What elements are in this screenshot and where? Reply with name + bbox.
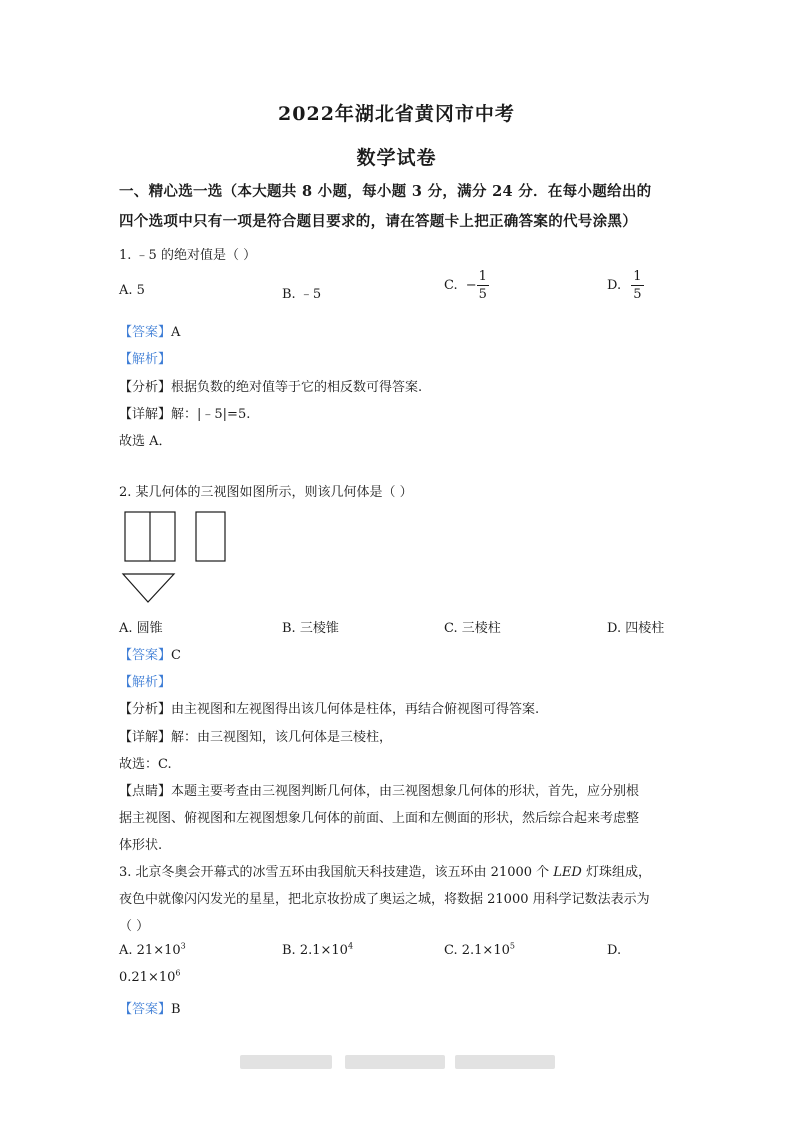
q1-answer-value: A [171,325,181,340]
q2-dianjing-tag: 【点睛】 [119,784,172,799]
q3-option-c-text: C. 2.1×10 [444,943,510,958]
q2-fenxi-text: 由主视图和左视图得出该几何体是柱体，再结合俯视图可得答案. [171,702,540,717]
q3-answer [119,998,181,1017]
q2-xiangjie-text: 解：由三视图知，该几何体是三棱柱， [171,730,393,745]
q1-option-c [444,270,489,301]
q1-fenxi-text: 根据负数的绝对值等于它的相反数可得答案. [171,380,423,395]
q2-answer-value: C [171,648,181,663]
q1-fenxi [119,376,422,395]
q3-option-c [444,943,515,958]
q1-xiangjie [119,403,250,422]
q2-stem: 2. 某几何体的三视图如图所示，则该几何体是（ ） [119,485,413,500]
q3-option-d [119,970,180,985]
q2-xiangjie-tag: 【详解】 [119,730,172,745]
q1-option-d-label: D. [607,278,622,293]
exam-subtitle: 数学试卷 [356,147,437,169]
q1-option-c-label: C. [444,278,458,293]
q1-option-c-numerator: 1 [478,269,487,284]
q1-fenxi-tag: 【分析】 [119,380,172,395]
q2-answer [119,644,181,663]
q2-analysis-label: 【解析】 [119,675,172,690]
q3-option-b-text: B. 2.1×10 [282,943,348,958]
q1-xiangjie-tag: 【详解】 [119,407,172,422]
section-heading-line1: 一、精心选一选（本大题共 8 小题，每小题 3 分，满分 24 分．在每小题给出的 [119,183,652,200]
q1-answer-tag: 【答案】 [119,325,172,340]
q2-option-c: C. 三棱柱 [444,621,501,636]
footer-watermark-blur-3 [455,1055,555,1069]
q2-conclusion: 故选：C. [119,757,172,772]
q1-analysis-tag [119,348,171,367]
q1-option-b: B. ﹣5 [282,287,322,302]
q2-dianjing-line2: 据主视图、俯视图和左视图想象几何体的前面、上面和左侧面的形状，然后综合起来考虑整 [119,811,640,826]
q3-stem-line3: （ ） [119,919,150,934]
q1-analysis-label: 【解析】 [119,352,172,367]
q3-option-d-text: 0.21×10 [119,970,176,985]
q2-fenxi-tag: 【分析】 [119,702,172,717]
q2-xiangjie [119,726,392,745]
q1-option-c-sign: − [465,278,477,293]
q1-conclusion: 故选 A． [119,434,172,449]
q3-stem-line2: 夜色中就像闪闪发光的星星，把北京妆扮成了奥运之城，将数据 21000 用科学记数法表示为 [119,892,650,907]
footer-watermark-blur-2 [345,1055,445,1069]
q1-option-d-numerator: 1 [633,269,642,284]
q2-answer-tag: 【答案】 [119,648,172,663]
q3-stem-post: 灯珠组成， [581,865,651,880]
q1-answer [119,321,180,340]
q2-option-a: A. 圆锥 [119,621,163,636]
q3-stem-line1 [119,861,651,880]
q3-answer-value: B [171,1002,181,1017]
exam-title: 2022年湖北省黄冈市中考 [278,103,515,125]
three-views-figure [118,508,238,608]
q1-option-a: A. 5 [119,283,145,298]
q3-answer-tag: 【答案】 [119,1002,172,1017]
q1-option-d-fraction [631,270,643,301]
q3-option-d-label: D. [607,943,622,958]
q3-stem-led: LED [553,865,582,880]
q3-option-a-text: A. 21×10 [119,943,181,958]
q1-option-c-denominator: 5 [478,287,487,302]
q2-option-b: B. 三棱锥 [282,621,339,636]
q2-option-d: D. 四棱柱 [607,621,665,636]
q1-option-c-fraction [477,270,489,301]
q3-option-b [282,943,353,958]
q2-fenxi [119,698,539,717]
q2-dianjing-text1: 本题主要考查由三视图判断几何体，由三视图想象几何体的形状，首先，应分别根 [171,784,640,799]
q3-option-c-exponent: 5 [509,941,515,951]
q1-stem: 1. ﹣5 的绝对值是（ ） [119,248,257,263]
footer-watermark-blur-1 [240,1055,332,1069]
section-heading-line2: 四个选项中只有一项是符合题目要求的，请在答题卡上把正确答案的代号涂黑） [119,213,637,230]
q1-option-d-denominator: 5 [633,287,642,302]
q2-dianjing-line1 [119,780,639,799]
q2-analysis-tag [119,671,171,690]
q1-option-d [607,270,644,301]
q3-option-b-exponent: 4 [347,941,354,951]
side-view [196,512,225,561]
q3-option-a [119,943,186,958]
q3-stem-pre: 3. 北京冬奥会开幕式的冰雪五环由我国航天科技建造，该五环由 21000 个 [119,865,554,880]
q1-xiangjie-text: 解：|﹣5|=5. [171,407,251,422]
q3-option-a-exponent: 3 [180,941,186,951]
q3-option-d-exponent: 6 [175,968,181,978]
q2-dianjing-line3: 体形状. [119,838,163,853]
top-view-triangle [123,574,174,602]
